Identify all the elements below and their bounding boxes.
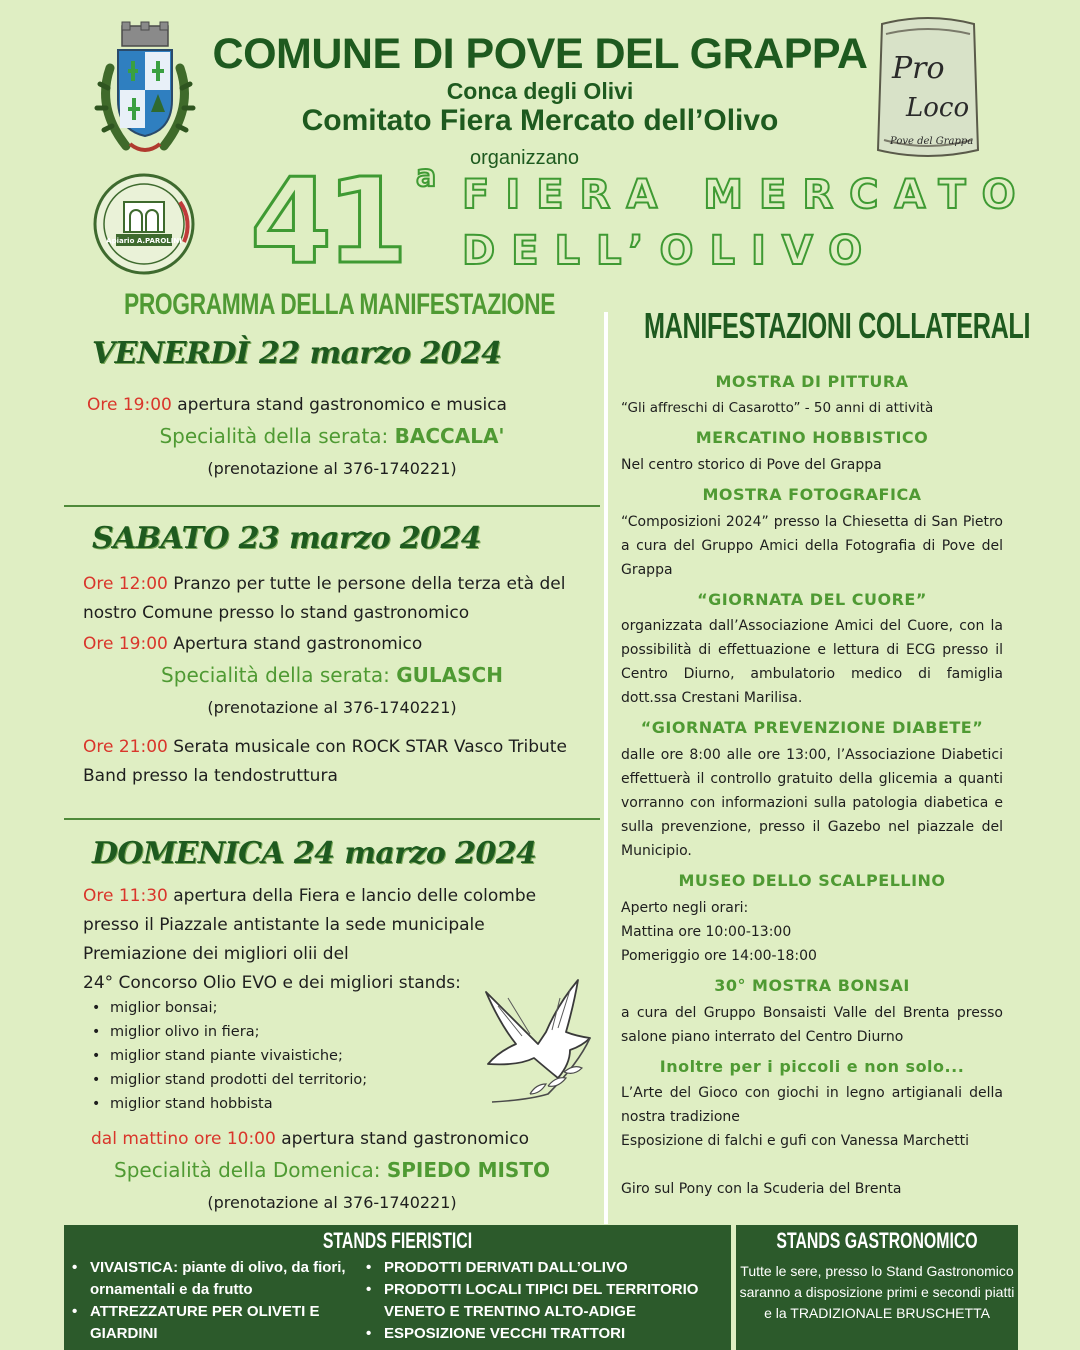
edition-number-text: 41 xyxy=(250,162,403,270)
museo-text2: Mattina ore 10:00-13:00 xyxy=(621,924,792,940)
gastro-text: Tutte le sere, presso lo Stand Gastronomico saranno a disposizione primi e secondi piatti e la TRADIZIONALE BRUSCHETTA xyxy=(739,1263,1015,1321)
gastro-title: STANDS GASTRONOMICO xyxy=(776,1228,978,1253)
saturday-time3: Ore 21:00 xyxy=(83,737,168,757)
sunday-booking: (prenotazione al 376-1740221) xyxy=(207,1193,457,1212)
friday-line1 xyxy=(87,394,507,416)
list-item: • PRODOTTI LOCALI TIPICI DEL TERRITORIO VENETO E TRENTINO ALTO-ADIGE xyxy=(358,1279,728,1323)
saturday-speciality xyxy=(64,663,600,687)
sunday-line2: Premiazione dei migliori olii del xyxy=(83,944,349,964)
subtitle-conca: Conca degli Olivi xyxy=(446,78,634,104)
saturday-line3 xyxy=(83,733,573,791)
cuore-text: organizzata dall’Associazione Amici del Cuore, con la possibilità di effettuazione e lettura di ECG presso il Centro Diurno, ambulatorio medico di famiglia dott.ssa Crestani Marilisa. xyxy=(621,618,1003,706)
pro-loco-text2: Loco xyxy=(906,93,970,123)
divider xyxy=(64,818,600,820)
pittura-heading: MOSTRA DI PITTURA xyxy=(715,372,909,391)
piccoli-text3: Giro sul Pony con la Scuderia del Brenta xyxy=(621,1181,902,1197)
saturday-text1: Pranzo per tutte le persone della terza età del nostro Comune presso lo stand gastronomico xyxy=(83,574,566,623)
organizzano-label: organizzano xyxy=(470,147,579,169)
foto-text: “Composizioni 2024” presso la Chiesetta di San Pietro a cura del Gruppo Amici della Fotografia di Pove del Grappa xyxy=(621,514,1003,578)
friday-spec-value: BACCALA' xyxy=(394,424,505,448)
museo-text3: Pomeriggio ore 14:00-18:00 xyxy=(621,948,817,964)
program-title: PROGRAMMA DELLA MANIFESTAZIONE xyxy=(124,288,556,321)
cuore-heading: “GIORNATA DEL CUORE” xyxy=(697,590,927,609)
saturday-spec-label: Specialità della serata: xyxy=(161,663,397,687)
piccoli-text2: Esposizione di falchi e gufi con Vanessa Marchetti xyxy=(621,1133,970,1149)
list-item: • miglior stand prodotti del territorio; xyxy=(84,1068,367,1092)
edition-number xyxy=(250,162,450,274)
stands-list-2 xyxy=(358,1257,728,1345)
sunday-line1b: presso il Piazzale antistante la sede municipale xyxy=(83,915,485,935)
pittura-text: “Gli affreschi di Casarotto” - 50 anni di attività xyxy=(621,400,934,416)
bonsai-text: a cura del Gruppo Bonsaisti Valle del Brenta presso salone piano interrato del Centro Diurno xyxy=(621,1005,1003,1045)
sunday-line4 xyxy=(91,1128,529,1150)
saturday-line1 xyxy=(83,570,583,628)
sunday-spec-value: SPIEDO MISTO xyxy=(386,1158,550,1182)
piccoli-text1: L’Arte del Gioco con giochi in legno artigianali della nostra tradizione xyxy=(621,1085,1003,1125)
sunday-time2: dal mattino ore 10:00 xyxy=(91,1129,276,1149)
bonsai-heading: 30° MOSTRA BONSAI xyxy=(714,976,910,995)
sunday-heading: DOMENICA 24 marzo 2024 xyxy=(92,836,537,871)
mercatino-text: Nel centro storico di Pove del Grappa xyxy=(621,457,882,473)
foto-heading: MOSTRA FOTOGRAFICA xyxy=(702,485,922,504)
page-title: COMUNE DI POVE DEL GRAPPA xyxy=(212,30,868,78)
saturday-time1: Ore 12:00 xyxy=(83,574,168,594)
piccoli-heading: Inoltre per i piccoli e non solo... xyxy=(659,1057,965,1076)
event-title-line1: FIERA MERCATO xyxy=(462,172,1032,218)
stands-gastronomico-panel xyxy=(736,1225,1018,1350)
list-item: • miglior stand hobbista xyxy=(84,1092,367,1116)
museo-heading: MUSEO DELLO SCALPELLINO xyxy=(678,871,946,890)
friday-text1: apertura stand gastronomico e musica xyxy=(171,395,507,415)
saturday-text2: Apertura stand gastronomico xyxy=(167,634,423,654)
mercatino-heading: MERCATINO HOBBISTICO xyxy=(695,428,929,447)
subtitle-comitato: Comitato Fiera Mercato dell’Olivo xyxy=(301,104,779,137)
dove-illustration xyxy=(478,974,600,1108)
sunday-text4: apertura stand gastronomico xyxy=(275,1129,530,1149)
list-item: • ESPOSIZIONE VECCHI TRATTORI xyxy=(358,1323,728,1345)
pro-loco-text1: Pro xyxy=(892,51,945,86)
museo-text1: Aperto negli orari: xyxy=(621,900,749,916)
sunday-speciality xyxy=(64,1158,600,1182)
list-item: • ATTREZZATURE PER OLIVETI E GIARDINI xyxy=(64,1301,374,1345)
event-title-line2: DELL’OLIVO xyxy=(462,228,879,274)
list-item: • PRODOTTI DERIVATI DALL’OLIVO xyxy=(358,1257,728,1279)
diabete-heading: “GIORNATA PREVENZIONE DIABETE” xyxy=(640,718,984,737)
stands-fieristici-panel xyxy=(64,1225,731,1350)
friday-speciality xyxy=(64,424,600,448)
list-item: • VIVAISTICA: piante di olivo, da fiori, ornamentali e da frutto xyxy=(64,1257,374,1301)
edition-suffix: a xyxy=(416,162,437,194)
saturday-booking: (prenotazione al 376-1740221) xyxy=(207,698,457,717)
stands-title: STANDS FIERISTICI xyxy=(322,1228,473,1253)
column-divider xyxy=(604,312,608,1224)
saturday-text3: Serata musicale con ROCK STAR Vasco Tribute Band presso la tendostruttura xyxy=(83,737,567,786)
saturday-time2: Ore 19:00 xyxy=(83,634,168,654)
saturday-heading: SABATO 23 marzo 2024 xyxy=(92,521,482,556)
stands-list-1 xyxy=(64,1257,374,1345)
saturday-spec-value: GULASCH xyxy=(396,663,503,687)
awards-list xyxy=(84,996,367,1116)
pro-loco-text3: Pove del Grappa xyxy=(890,136,974,147)
sunday-line1 xyxy=(83,885,536,907)
apiario-text: Apiario A.PAROLINI xyxy=(106,237,182,245)
collateral-title: MANIFESTAZIONI COLLATERALI xyxy=(644,305,1031,346)
list-item: • miglior stand piante vivaistiche; xyxy=(84,1044,367,1068)
apiario-logo xyxy=(92,172,196,280)
friday-time1: Ore 19:00 xyxy=(87,395,172,415)
friday-heading: VENERDÌ 22 marzo 2024 xyxy=(92,336,502,371)
sunday-spec-label: Specialità della Domenica: xyxy=(114,1158,387,1182)
list-item: • miglior olivo in fiera; xyxy=(84,1020,367,1044)
saturday-line2 xyxy=(83,633,422,655)
sunday-line3: 24° Concorso Olio EVO e dei migliori stands: xyxy=(83,973,461,993)
sunday-time1: Ore 11:30 xyxy=(83,886,168,906)
divider xyxy=(64,505,600,507)
friday-spec-label: Specialità della serata: xyxy=(159,424,395,448)
diabete-text: dalle ore 8:00 alle ore 13:00, l’Associazione Diabetici effettuerà il controllo gratuito della glicemia a quanti vorranno con informazioni sulla patologia diabetica e sulla prevenzione, presso il Gazebo nel piazzale del Municipio. xyxy=(621,747,1003,859)
sunday-text1: apertura della Fiera e lancio delle colombe xyxy=(167,886,537,906)
friday-booking: (prenotazione al 376-1740221) xyxy=(207,459,457,478)
list-item: • miglior bonsai; xyxy=(84,996,367,1020)
